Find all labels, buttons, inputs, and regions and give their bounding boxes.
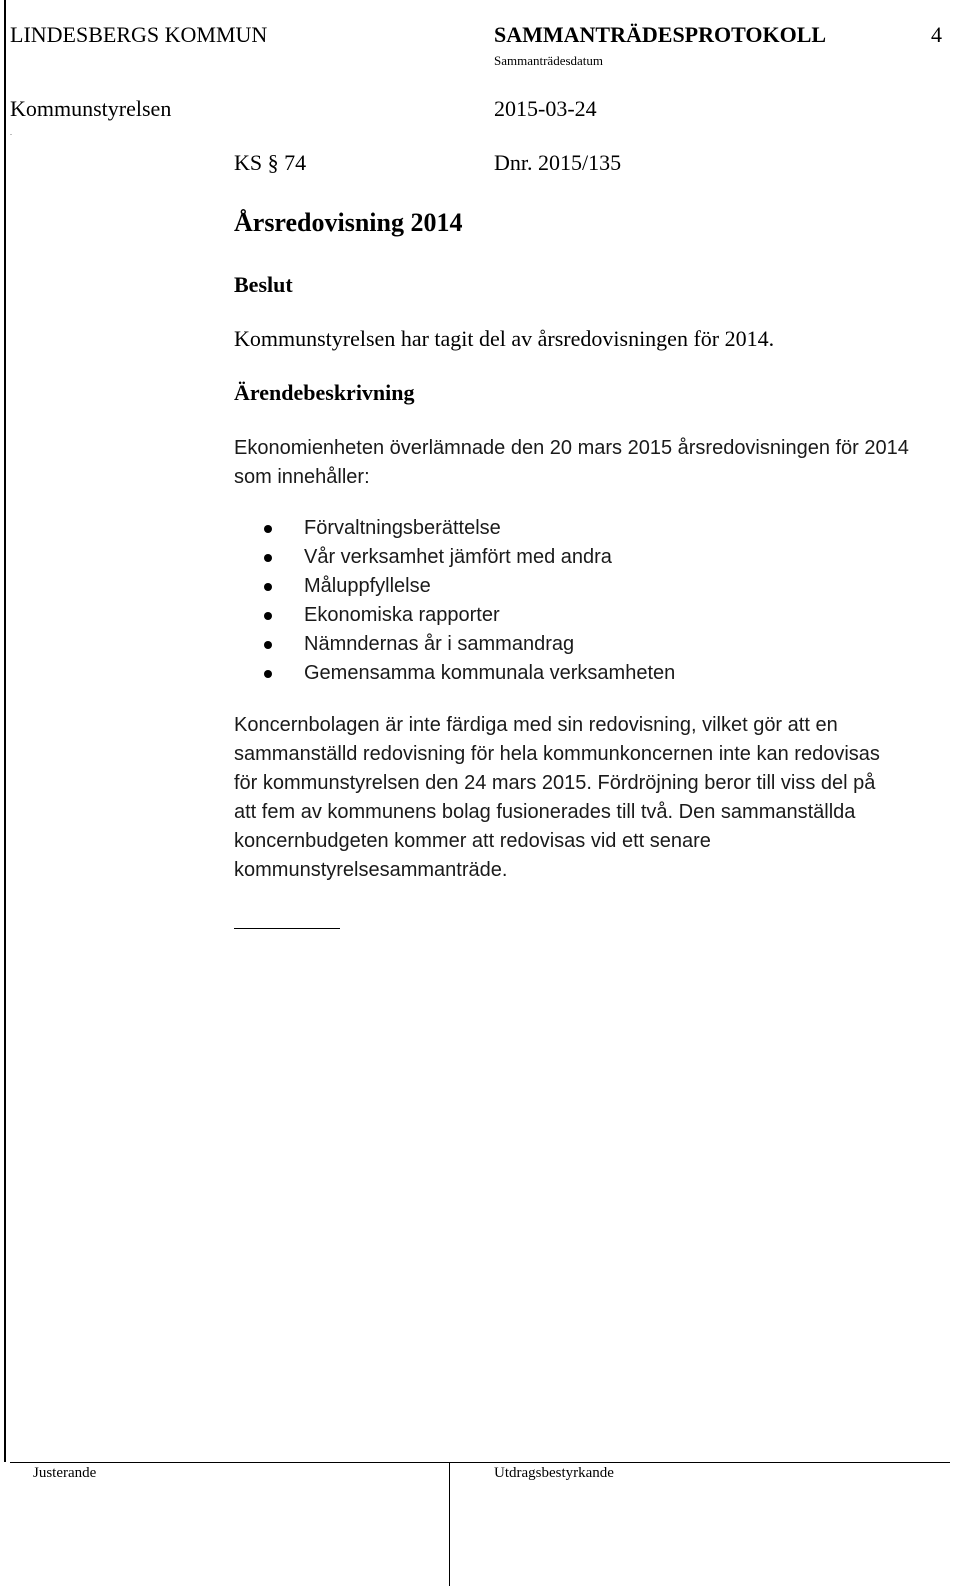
meeting-date: 2015-03-24 [494, 96, 597, 121]
case-paragraph: KS § 74 [234, 150, 307, 175]
header-dot: . [10, 128, 12, 137]
list-item: Gemensamma kommunala verksamheten [234, 659, 675, 688]
list-item: Ekonomiska rapporter [234, 601, 675, 630]
intro-line: Ekonomienheten överlämnade den 20 mars 2015 årsredovisningen för 2014 [234, 437, 909, 459]
list-item: Vår verksamhet jämfört med andra [234, 543, 675, 572]
paragraph-line: koncernbudgeten kommer att redovisas vid ett senare [234, 830, 711, 852]
decision-text: Kommunstyrelsen har tagit del av årsredovisningen för 2014. [234, 326, 775, 351]
meeting-date-label: Sammanträdesdatum [494, 53, 604, 68]
case-dnr: Dnr. 2015/135 [494, 150, 622, 175]
adjuster-label: Justerande [33, 1465, 97, 1481]
paragraph-line: kommunstyrelsesammanträde. [234, 859, 508, 881]
document-type: SAMMANTRÄDESPROTOKOLL [494, 22, 827, 47]
left-page-border [4, 0, 6, 1462]
end-of-section-rule [234, 928, 340, 929]
extract-certifier-label: Utdragsbestyrkande [494, 1465, 614, 1481]
organization-name: LINDESBERGS KOMMUN [10, 22, 268, 47]
footer-divider [10, 1462, 950, 1463]
paragraph-line: sammanställd redovisning för hela kommunkoncernen inte kan redovisas [234, 743, 880, 765]
description-intro [234, 434, 909, 492]
page-number: 4 [931, 22, 942, 47]
list-item: Nämndernas år i sammandrag [234, 630, 675, 659]
list-item: Måluppfyllelse [234, 572, 675, 601]
governing-body: Kommunstyrelsen [10, 96, 172, 121]
paragraph-line: för kommunstyrelsen den 24 mars 2015. Fördröjning beror till viss del på [234, 772, 876, 794]
list-item: Förvaltningsberättelse [234, 514, 675, 543]
description-paragraph [234, 711, 880, 885]
decision-heading: Beslut [234, 272, 293, 297]
paragraph-line: att fem av kommunens bolag fusionerades till två. Den sammanställda [234, 801, 856, 823]
page-title: Årsredovisning 2014 [234, 208, 463, 237]
description-heading: Ärendebeskrivning [234, 380, 415, 405]
intro-line: som innehåller: [234, 466, 370, 488]
contents-list [234, 514, 675, 688]
paragraph-line: Koncernbolagen är inte färdiga med sin redovisning, vilket gör att en [234, 714, 838, 736]
footer-column-divider [449, 1462, 450, 1586]
